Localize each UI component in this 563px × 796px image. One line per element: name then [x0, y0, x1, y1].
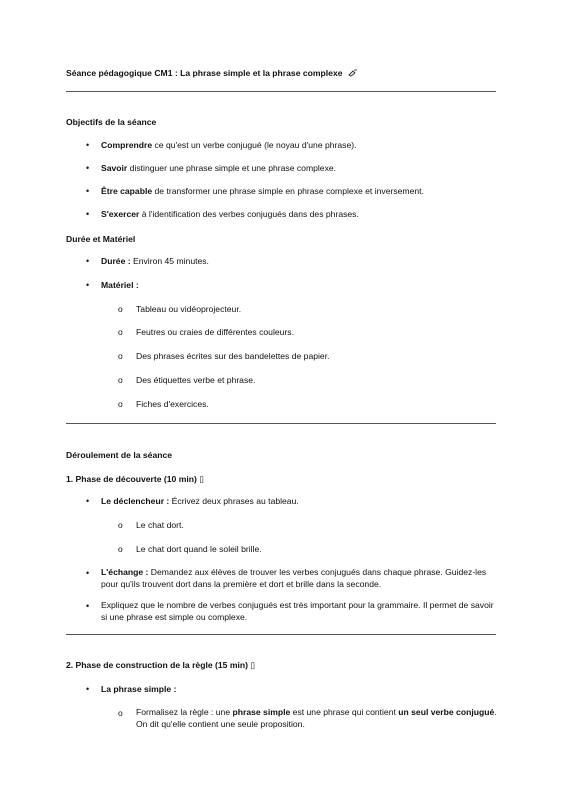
declencheur-text: Écrivez deux phrases au tableau. [169, 496, 299, 506]
bullet-icon: • [86, 209, 90, 219]
bullet-icon: • [86, 496, 90, 506]
objective-item [101, 187, 424, 196]
page-title [66, 69, 358, 79]
bullet-icon: • [86, 568, 90, 578]
rule-item [136, 707, 501, 730]
duration-label: Durée : [101, 256, 131, 266]
materiel-list-item: Feutres ou craies de différentes couleurs. [136, 327, 294, 337]
objective-keyword: Comprendre [101, 140, 153, 150]
example-sentence: Le chat dort. [136, 520, 184, 530]
objective-keyword: Être capable [101, 186, 153, 196]
echange-text: Demandez aux élèves de trouver les verbes conjugués dans chaque phrase. Guidez-les pour qu'ils trouvent dort dans la première et dort et brille dans la seconde. [101, 567, 487, 589]
divider [66, 91, 496, 92]
phrase-simple-label: La phrase simple : [101, 684, 177, 694]
objective-keyword: S'exercer [101, 209, 140, 219]
materiel-list-item: Tableau ou vidéoprojecteur. [136, 304, 242, 314]
rule-text-b: phrase simple [232, 707, 291, 717]
bullet-icon: • [86, 280, 90, 290]
title-text: Séance pédagogique CM1 : La phrase simple et la phrase complexe [66, 68, 343, 79]
objective-text: à l'identification des verbes conjugués dans des phrases. [139, 209, 359, 219]
phase1-title [66, 475, 204, 484]
phase1-title-text: 1. Phase de découverte (10 min) [66, 474, 197, 484]
objectives-heading: Objectifs de la séance [66, 117, 157, 127]
example-sentence: Le chat dort quand le soleil brille. [136, 544, 262, 554]
phase2-title-text: 2. Phase de construction de la règle (15 min) [66, 660, 248, 670]
echange-item [101, 567, 496, 590]
rule-line2: On dit qu'elle contient une seule proposition. [136, 718, 305, 729]
phase2-title [66, 661, 255, 670]
sub-bullet-icon: o [118, 520, 123, 530]
missing-glyph-icon: ▯ [250, 660, 256, 670]
objective-text: de transformer une phrase simple en phrase complexe et inversement. [152, 186, 424, 196]
missing-glyph-icon: ▯ [199, 474, 204, 484]
bullet-icon: • [86, 140, 90, 150]
materiel-list-item: Des étiquettes verbe et phrase. [136, 375, 256, 385]
deroulement-heading: Déroulement de la séance [66, 450, 173, 460]
sub-bullet-icon: o [118, 375, 123, 385]
rule-text-c: est une phrase qui contient [290, 707, 399, 717]
sub-bullet-icon: o [118, 327, 123, 337]
objective-text: distinguer une phrase simple et une phrase complexe. [127, 163, 337, 173]
bullet-icon: • [86, 163, 90, 173]
sub-bullet-icon: o [118, 351, 123, 361]
rule-text-a: Formalisez la règle : une [136, 707, 233, 717]
writing-hand-icon [348, 69, 358, 79]
objective-item [101, 141, 357, 150]
duration-item [101, 257, 209, 266]
bullet-icon: • [86, 186, 90, 196]
duration-value: Environ 45 minutes. [130, 256, 209, 266]
sub-bullet-icon: o [118, 708, 123, 718]
declencheur-item [101, 497, 299, 506]
materiel-item [101, 281, 139, 290]
sub-bullet-icon: o [118, 399, 123, 409]
materiel-label: Matériel : [101, 280, 139, 290]
explain-item: Expliquez que le nombre de verbes conjugués est très important pour la grammaire. Il permet de savoir si une phrase est simple ou complexe. [101, 600, 494, 622]
rule-text-e: . [494, 707, 497, 717]
duration-heading: Durée et Matériel [66, 234, 136, 244]
materiel-list-item: Des phrases écrites sur des bandelettes de papier. [136, 351, 330, 361]
rule-text-d: un seul verbe conjugué [398, 707, 495, 717]
bullet-icon: • [86, 684, 90, 694]
bullet-icon: • [86, 256, 90, 266]
objective-item [101, 164, 336, 173]
objective-keyword: Savoir [101, 163, 128, 173]
declencheur-label: Le déclencheur : [101, 496, 170, 506]
bullet-icon: • [86, 601, 90, 611]
objective-item [101, 210, 359, 219]
materiel-list-item: Fiches d'exercices. [136, 399, 209, 409]
echange-label: L'échange : [101, 567, 149, 577]
divider [66, 634, 496, 635]
phrase-simple-item [101, 685, 176, 694]
sub-bullet-icon: o [118, 304, 123, 314]
divider [66, 423, 496, 424]
objective-text: ce qu'est un verbe conjugué (le noyau d'une phrase). [152, 140, 357, 150]
sub-bullet-icon: o [118, 544, 123, 554]
